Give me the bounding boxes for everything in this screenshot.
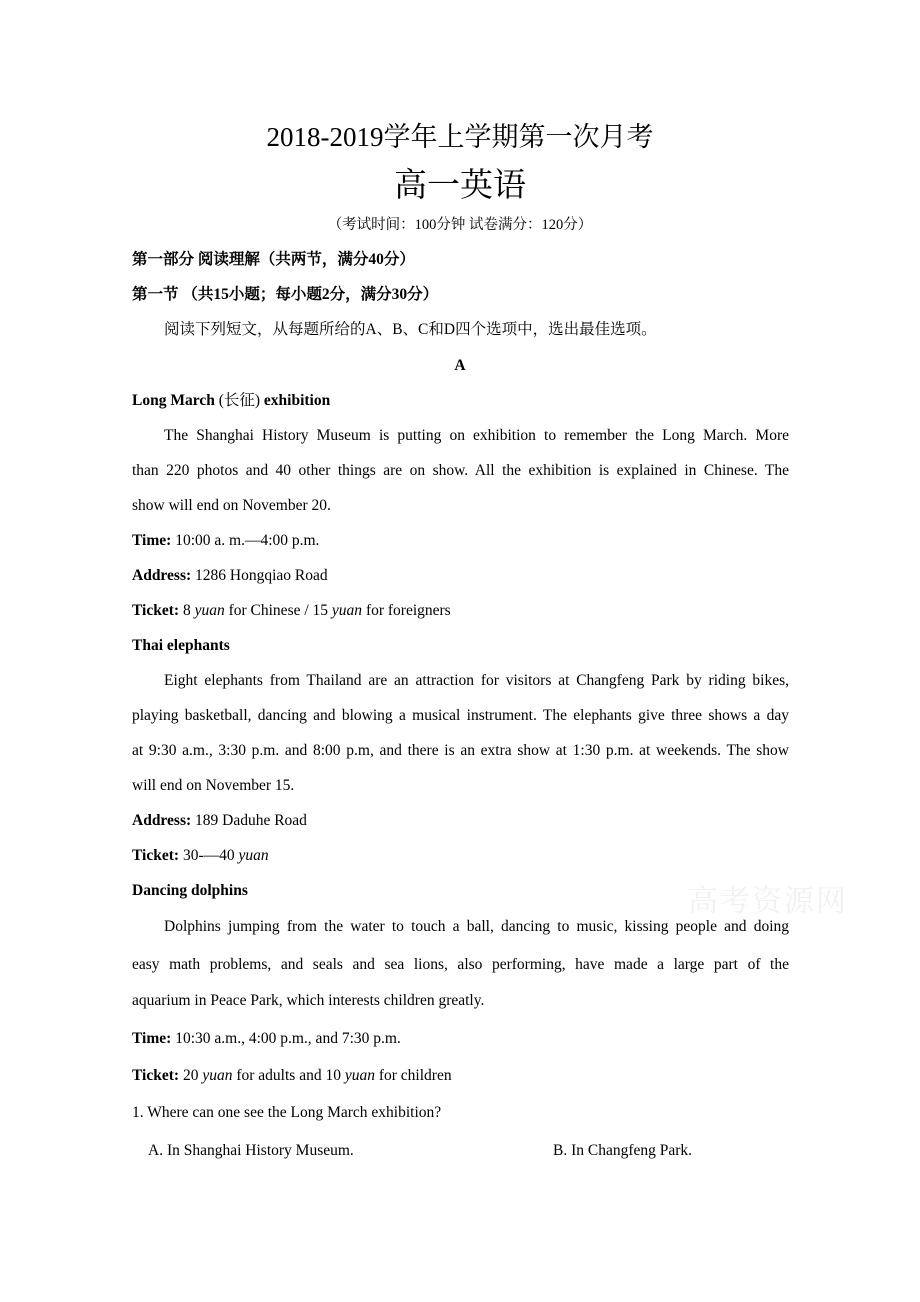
- ticket-text: for children: [374, 1067, 452, 1084]
- address-value: 1286 Hongqiao Road: [191, 567, 328, 584]
- dolphins-ticket: [132, 1066, 452, 1086]
- subject-title: 高一英语: [394, 168, 526, 204]
- long-march-line-3: show will end on November 20.: [132, 497, 331, 514]
- dolphins-time: [132, 1029, 401, 1049]
- elephants-line-3: at 9:30 a.m., 3:30 p.m. and 8:00 p.m, and there is an extra show at 1:30 p.m. at weekends. The show: [132, 742, 789, 759]
- long-march-ticket: [132, 601, 451, 621]
- time-label: Time:: [132, 532, 172, 549]
- watermark: 高考资源网: [688, 884, 848, 919]
- ticket-text: 30-—40: [179, 847, 239, 864]
- long-march-line-2: than 220 photos and 40 other things are on show. All the exhibition is explained in Chinese. The: [132, 462, 789, 479]
- ticket-label: Ticket:: [132, 602, 180, 619]
- question-1-option-b: B. In Changfeng Park.: [553, 1142, 693, 1159]
- ticket-label: Ticket:: [132, 847, 180, 864]
- yuan-text: yuan: [344, 1067, 375, 1084]
- question-1-stem: 1. Where can one see the Long March exhibition?: [132, 1104, 442, 1121]
- long-march-address: [132, 566, 328, 586]
- part-heading: 第一部分 阅读理解（共两节，满分40分）: [132, 251, 415, 268]
- dolphins-line-1: Dolphins jumping from the water to touch a ball, dancing to music, kissing people and doing: [164, 918, 789, 935]
- long-march-heading-text: Long March: [132, 392, 215, 409]
- dolphins-heading: Dancing dolphins: [132, 882, 248, 899]
- passage-label: A: [454, 357, 466, 374]
- exam-title: 2018-2019学年上学期第一次月考: [266, 122, 654, 152]
- long-march-line-1: The Shanghai History Museum is putting on exhibition to remember the Long March. More: [164, 427, 789, 444]
- ticket-text: for adults and 10: [232, 1067, 345, 1084]
- elephants-heading: Thai elephants: [132, 637, 230, 654]
- exam-info: （考试时间：100分钟 试卷满分：120分）: [327, 217, 593, 233]
- yuan-text: yuan: [238, 847, 269, 864]
- instruction: 阅读下列短文，从每题所给的A、B、C和D四个选项中，选出最佳选项。: [164, 321, 657, 338]
- section-heading: 第一节 （共15小题；每小题2分，满分30分）: [132, 286, 439, 303]
- elephants-ticket: [132, 846, 269, 866]
- ticket-text: for Chinese / 15: [224, 602, 332, 619]
- elephants-line-1: Eight elephants from Thailand are an attraction for visitors at Changfeng Park by riding bikes,: [164, 672, 789, 689]
- time-value: 10:30 a.m., 4:00 p.m., and 7:30 p.m.: [171, 1030, 401, 1047]
- long-march-time: [132, 531, 319, 551]
- elephants-line-4: will end on November 15.: [132, 777, 295, 794]
- yuan-text: yuan: [202, 1067, 233, 1084]
- long-march-heading-exhibition: exhibition: [263, 392, 331, 409]
- elephants-line-2: playing basketball, dancing and blowing a musical instrument. The elephants give three shows a day: [132, 707, 789, 724]
- dolphins-line-3: aquarium in Peace Park, which interests children greatly.: [132, 992, 485, 1009]
- address-label: Address:: [132, 567, 192, 584]
- yuan-text: yuan: [331, 602, 363, 619]
- elephants-address: [132, 811, 307, 831]
- yuan-text: yuan: [194, 602, 225, 619]
- long-march-heading: [132, 391, 330, 411]
- address-value: 189 Daduhe Road: [191, 812, 307, 829]
- ticket-text: for foreigners: [362, 602, 451, 619]
- dolphins-line-2: easy math problems, and seals and sea lions, also performing, have made a large part of the: [132, 956, 789, 973]
- question-1-option-a: A. In Shanghai History Museum.: [148, 1142, 354, 1159]
- time-label: Time:: [132, 1030, 172, 1047]
- ticket-label: Ticket:: [132, 1067, 180, 1084]
- time-value: 10:00 a. m.—4:00 p.m.: [171, 532, 320, 549]
- long-march-heading-cn: (长征): [214, 392, 264, 409]
- ticket-text: 20: [179, 1067, 203, 1084]
- address-label: Address:: [132, 812, 192, 829]
- ticket-text: 8: [179, 602, 195, 619]
